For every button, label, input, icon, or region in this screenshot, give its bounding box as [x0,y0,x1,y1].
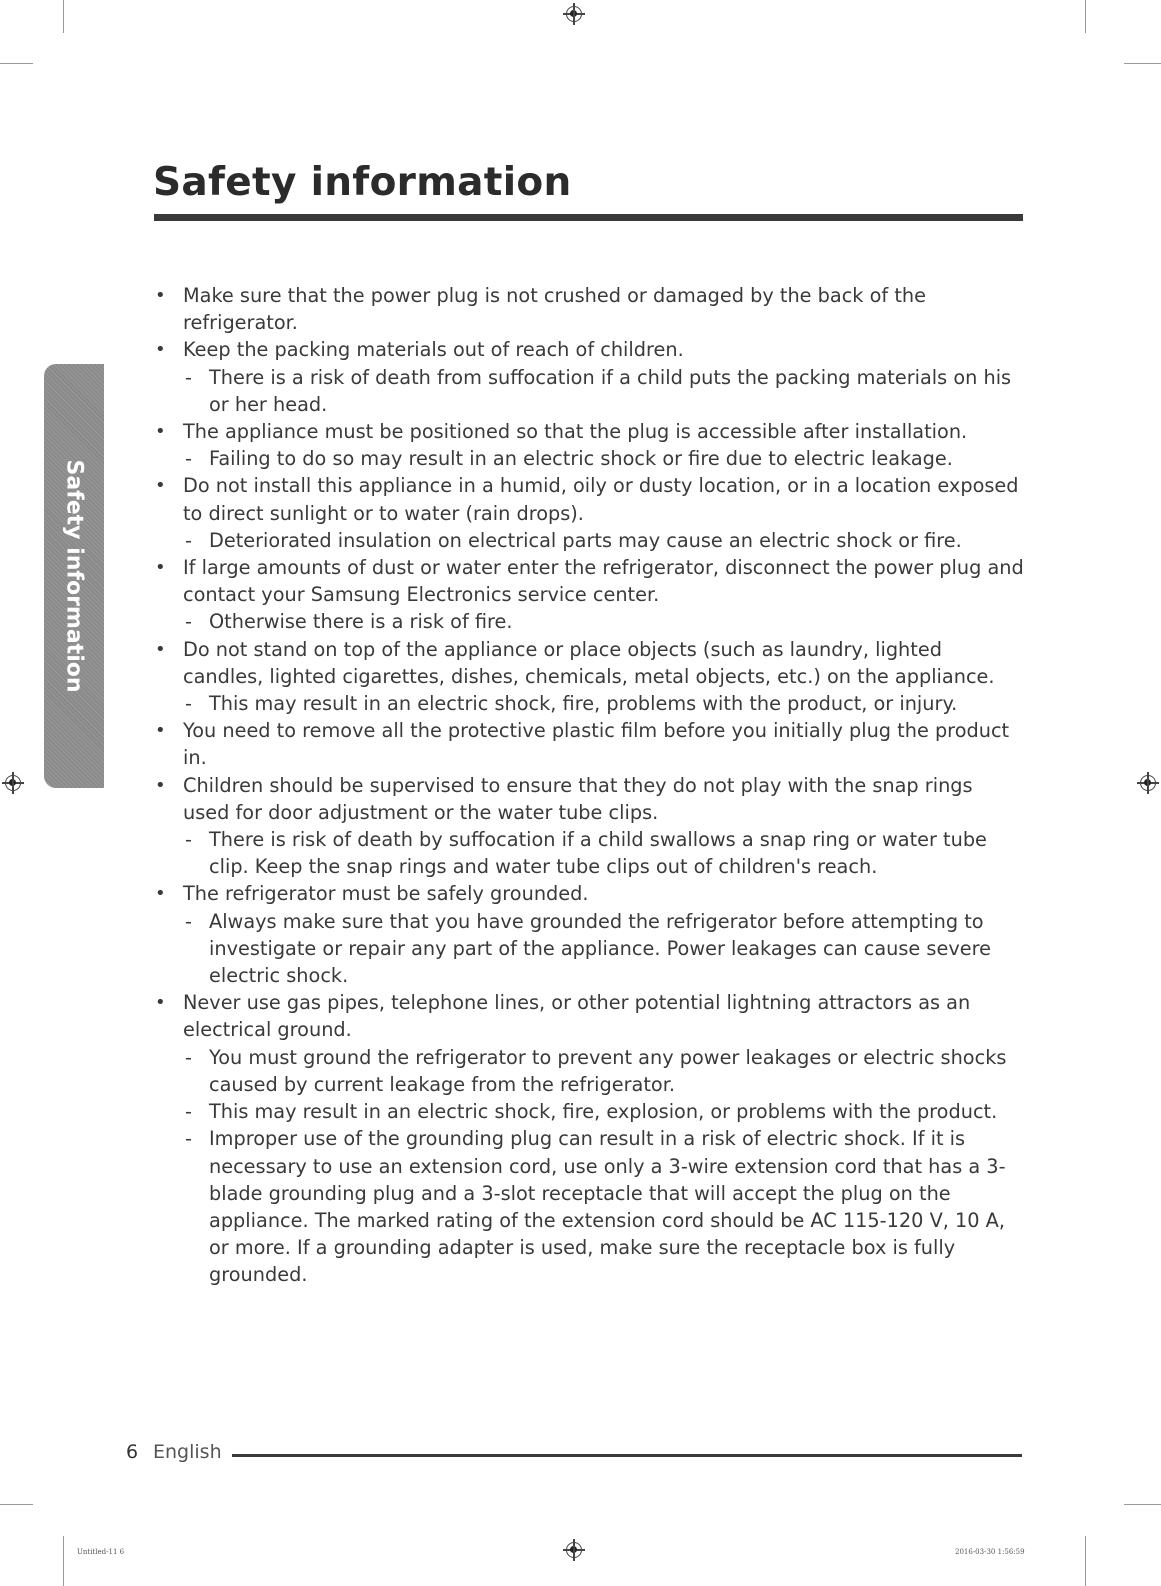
safety-item [152,282,1024,336]
safety-item [152,636,1024,690]
safety-subitem-text: Deteriorated insulation on electrical parts may cause an electric shock or fire. [209,528,962,552]
side-tab-label: Safety information [61,459,87,693]
page-title: Safety information [153,160,572,205]
safety-subitem [152,527,1024,554]
safety-subitem-text: Otherwise there is a risk of fire. [209,610,513,634]
safety-item-text: Do not install this appliance in a humid, oily or dusty location, or in a location exposed to direct sunlight or to water (rain drops). [183,474,1019,525]
safety-subitem [152,1044,1024,1098]
safety-item [152,989,1024,1043]
safety-subitem [152,1098,1024,1125]
footer-language: English [153,1441,222,1463]
safety-list [152,282,1024,1289]
safety-subitem-text: Always make sure that you have grounded the refrigerator before attempting to investigate or repair any part of the appliance. Power leakages can cause severe electric shock. [209,909,991,988]
safety-subitem-text: Failing to do so may result in an electric shock or fire due to electric leakage. [209,447,953,471]
footer-rule [232,1454,1022,1457]
bullet-icon: • [155,883,166,905]
bullet-icon: • [155,285,166,306]
safety-subitem [152,826,1024,880]
safety-subitem [152,608,1024,635]
bullet-icon: • [155,557,166,579]
dash-icon: - [185,365,192,389]
safety-item-text: The appliance must be positioned so that the plug is accessible after installation. [183,420,968,444]
print-slug-right: 2016-03-30 1:56:59 [955,1548,1025,1556]
crop-mark [0,63,33,64]
safety-subitem-text: There is risk of death by suffocation if a child swallows a snap ring or water tube clip. Keep the snap rings and water tube clips out of children's reach. [209,828,987,879]
dash-icon: - [185,828,192,852]
crop-mark [63,1536,64,1586]
dash-icon: - [185,909,192,933]
safety-item-text: Children should be supervised to ensure that they do not play with the snap rings used for door adjustment or the water tube clips. [183,773,973,824]
bullet-icon: • [155,475,166,497]
bullet-icon: • [155,638,166,660]
dash-icon: - [185,610,192,634]
registration-mark-icon [5,775,21,791]
safety-item-text: Do not stand on top of the appliance or place objects (such as laundry, lighted candles, lighted cigarettes, dishes, chemicals, metal objects, etc.) on the appliance. [183,637,995,688]
safety-subitem [152,364,1024,418]
safety-item [152,554,1024,608]
safety-subitem [152,690,1024,717]
safety-subitem-text: There is a risk of death from suffocation if a child puts the packing materials on his or her head. [209,365,1012,416]
dash-icon: - [185,447,192,471]
safety-item-text: You need to remove all the protective plastic film before you initially plug the product in. [183,719,1010,770]
dash-icon: - [185,528,192,552]
safety-subitem-text: You must ground the refrigerator to prevent any power leakages or electric shocks caused by current leakage from the refrigerator. [209,1045,1007,1096]
registration-mark-icon [566,6,582,22]
bullet-icon: • [155,992,166,1014]
crop-mark [0,1504,33,1505]
safety-item [152,418,1024,445]
crop-mark [1085,1536,1086,1586]
safety-subitem [152,445,1024,472]
crop-mark [1085,0,1086,33]
safety-item [152,717,1024,771]
safety-item [152,336,1024,363]
safety-item-text: The refrigerator must be safely grounded. [183,882,589,906]
safety-item [152,472,1024,526]
bullet-icon: • [155,774,166,796]
safety-subitem-text: Improper use of the grounding plug can result in a risk of electric shock. If it is necessary to use an extension cord, use only a 3-wire extension cord that has a 3-blade grounding plug and a 3-slot receptacle that will accept the plug on the appliance. The marked rating of the extension cord should be AC 115-120 V, 10 A, or more. If a grounding adapter is used, make sure the receptacle box is fully grounded. [209,1127,1006,1287]
safety-item-text: If large amounts of dust or water enter the refrigerator, disconnect the power plug and contact your Samsung Electronics service center. [183,556,1024,607]
safety-subitem [152,908,1024,990]
dash-icon: - [185,692,192,716]
safety-item-text: Keep the packing materials out of reach of children. [183,338,684,362]
title-underline [154,214,1023,221]
bullet-icon: • [155,720,166,742]
dash-icon: - [185,1045,192,1069]
safety-subitem-text: This may result in an electric shock, fire, problems with the product, or injury. [209,692,958,716]
safety-item-text: Never use gas pipes, telephone lines, or other potential lightning attractors as an electrical ground. [183,991,971,1042]
crop-mark [1124,63,1161,64]
print-slug-left: Untitled-11 6 [77,1548,125,1556]
safety-subitem-text: This may result in an electric shock, fire, explosion, or problems with the product. [209,1100,998,1124]
safety-item [152,880,1024,907]
crop-mark [63,0,64,33]
registration-mark-icon [566,1542,582,1558]
registration-mark-icon [1140,775,1156,791]
safety-item-text: Make sure that the power plug is not crushed or damaged by the back of the refrigerator. [183,284,926,335]
bullet-icon: • [155,339,166,361]
crop-mark [1124,1504,1161,1505]
section-side-tab [44,364,104,788]
safety-item [152,772,1024,826]
dash-icon: - [185,1127,192,1151]
page-number: 6 [126,1441,139,1463]
dash-icon: - [185,1100,192,1124]
bullet-icon: • [155,421,166,443]
safety-subitem [152,1125,1024,1288]
